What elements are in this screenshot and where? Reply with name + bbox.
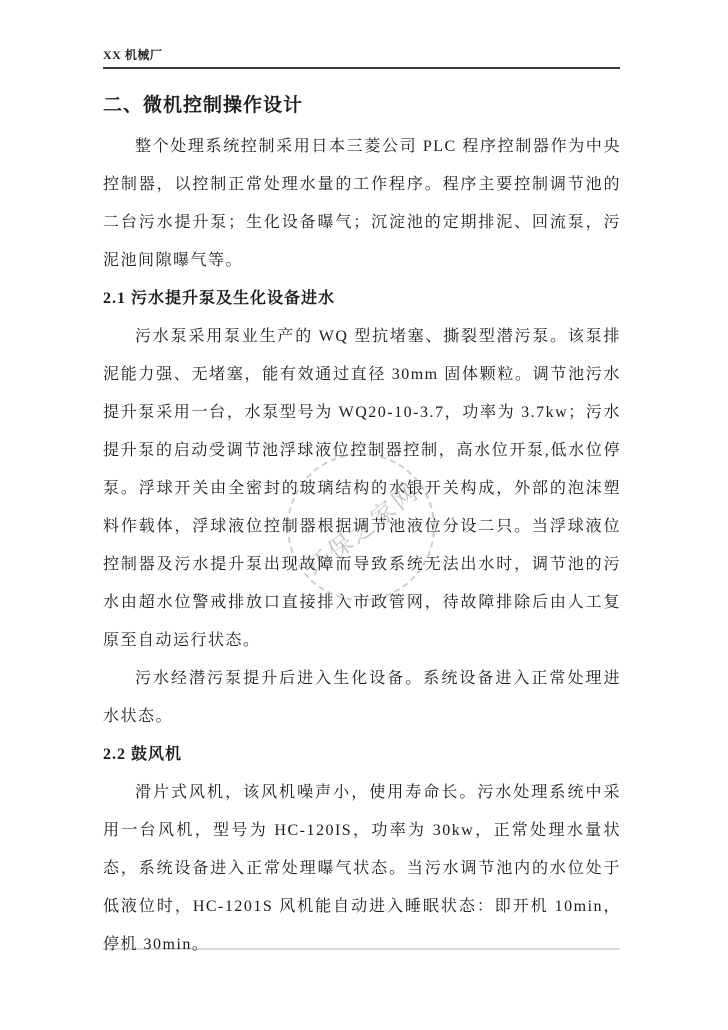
section-heading-2-2: 2.2 鼓风机 <box>103 746 183 763</box>
section-heading-2-1: 2.1 污水提升泵及生化设备进水 <box>103 290 336 307</box>
page-header <box>103 46 620 69</box>
body-paragraph: 污水泵采用泵业生产的 WQ 型抗堵塞、撕裂型潜污泵。该泵排泥能力强、无堵塞，能有效通过直径 30mm 固体颗粒。调节池污水提升泵采用一台，水泵型号为 WQ20-10-3.7，功率为 3.7kw；污水提升泵的启动受调节池浮球液位控制器控制，高水位开泵,低水位停泵。浮球开关由全密封的玻璃结构的水银开关构成，外部的泡沫塑料作载体，浮球液位控制器根据调节池液位分设二只。当浮球液位控制器及污水提升泵出现故障而导致系统无法出水时，调节池的污水由超水位警戒排放口直接排入市政管网，待故障排除后由人工复原至自动运行状态。 <box>103 328 621 649</box>
body-paragraph: 滑片式风机，该风机噪声小，使用寿命长。污水处理系统中采用一台风机，型号为 HC-120IS，功率为 30kw，正常处理水量状态，系统设备进入正常处理曝气状态。当污水调节池内的水位处于低液位时，HC-1201S 风机能自动进入睡眠状态：即开机 10min，停机 30min。 <box>103 784 621 953</box>
page-title: 二、微机控制操作设计 <box>103 95 304 116</box>
intro-paragraph: 整个处理系统控制采用日本三菱公司 PLC 程序控制器作为中央控制器，以控制正常处理水量的工作程序。程序主要控制调节池的二台污水提升泵；生化设备曝气；沉淀池的定期排泥、回流泵，污泥池间隙曝气等。 <box>103 138 621 269</box>
body-paragraph: 污水经潜污泵提升后进入生化设备。系统设备进入正常处理进水状态。 <box>103 670 621 725</box>
header-company-name: XX 机械厂 <box>103 48 163 62</box>
document-body <box>103 84 621 964</box>
watermark-text: 环保之家网 <box>301 477 425 582</box>
